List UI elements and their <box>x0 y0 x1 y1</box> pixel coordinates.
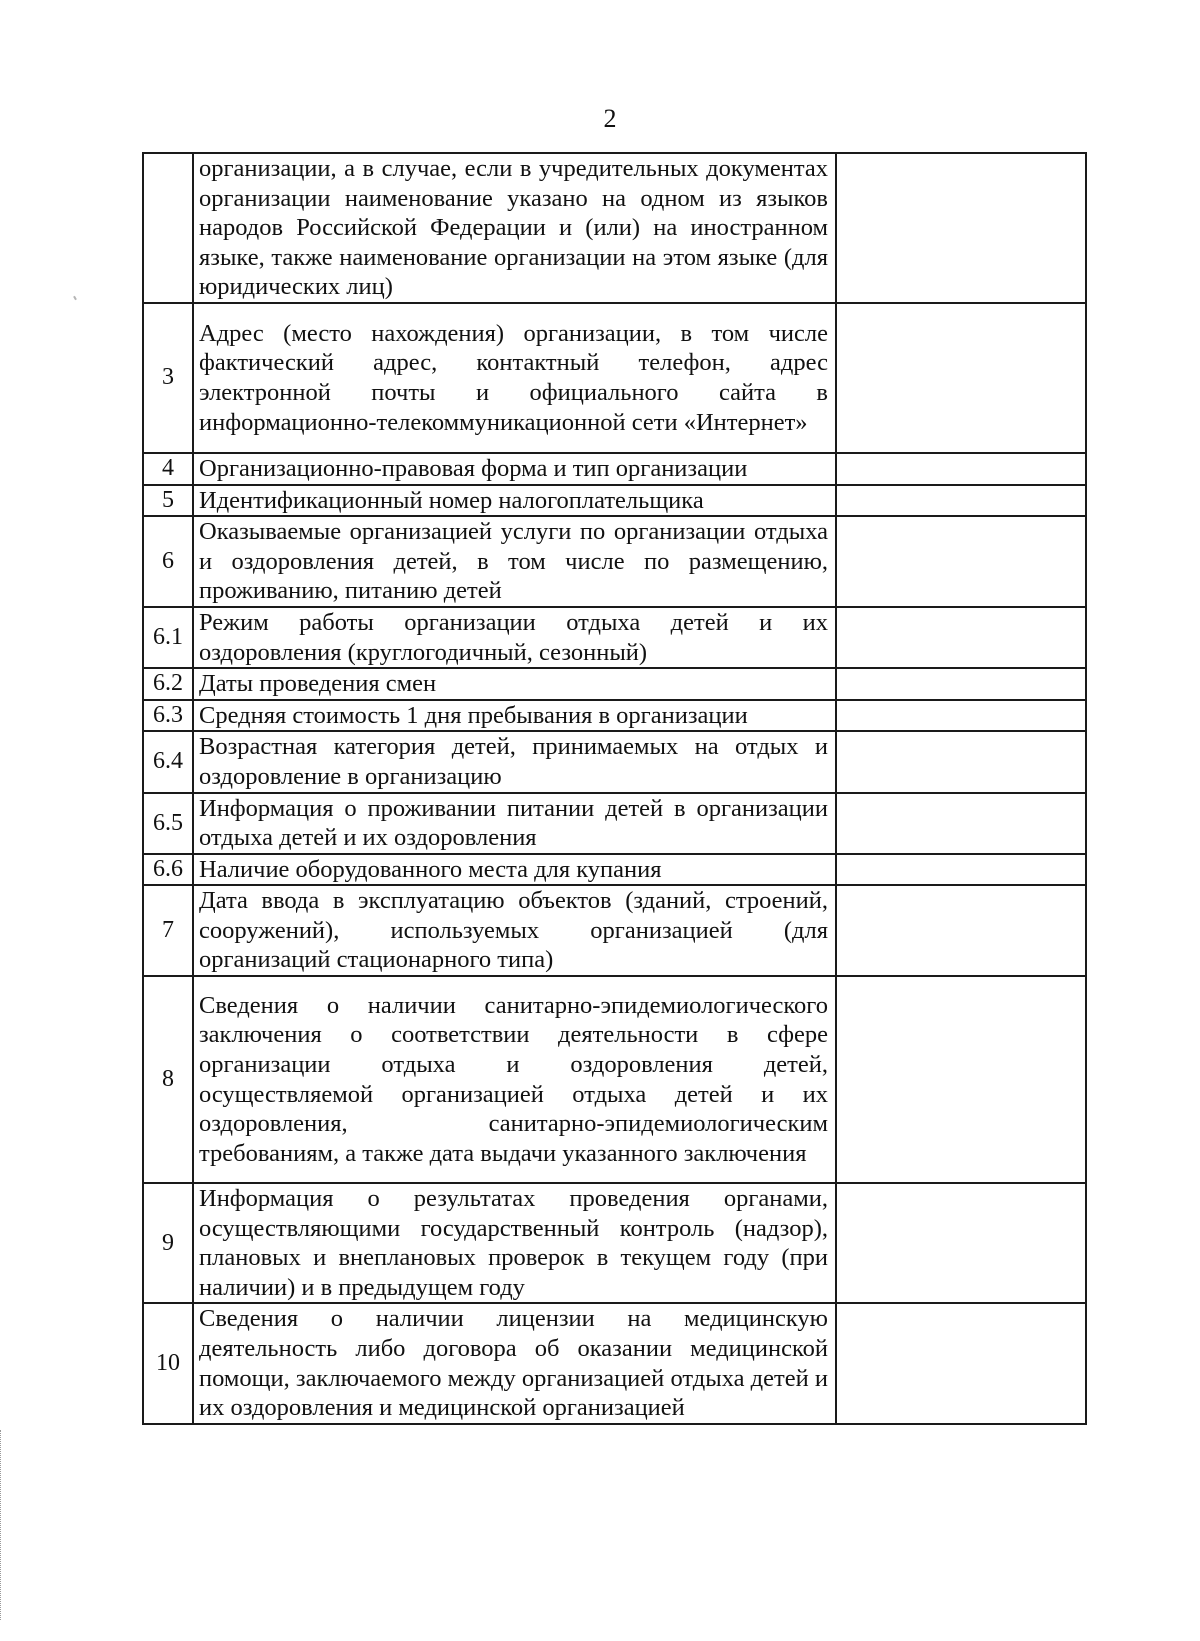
scan-edge-mark <box>0 1430 3 1620</box>
table-row <box>143 976 1086 1183</box>
table-row <box>143 303 1086 453</box>
row-description: Сведения о наличии санитарно-эпидемиологического заключения о соответствии деятельности в сфере организации отдыха и оздоровления детей, осуществляемой организацией отдыха детей и их оздоровления, санитарно-эпидемиологическим требованиям, а также дата выдачи указанного заключения <box>193 976 836 1183</box>
row-value-cell <box>836 153 1086 303</box>
table-row <box>143 668 1086 700</box>
row-description: Даты проведения смен <box>193 668 836 700</box>
page-number: 2 <box>603 104 617 133</box>
table-row <box>143 1303 1086 1423</box>
row-number: 6 <box>143 516 193 607</box>
table-row <box>143 885 1086 976</box>
row-value-cell <box>836 854 1086 886</box>
table-row <box>143 153 1086 303</box>
table-row <box>143 854 1086 886</box>
row-description: Режим работы организации отдыха детей и их оздоровления (круглогодичный, сезонный) <box>193 607 836 668</box>
table-row <box>143 1183 1086 1303</box>
row-value-cell <box>836 668 1086 700</box>
row-description: Возрастная категория детей, принимаемых на отдых и оздоровление в организацию <box>193 731 836 792</box>
scan-speck <box>73 296 77 300</box>
table-row <box>143 516 1086 607</box>
row-value-cell <box>836 1183 1086 1303</box>
table-row <box>143 731 1086 792</box>
row-number: 6.6 <box>143 854 193 886</box>
row-number: 3 <box>143 303 193 453</box>
row-description: Сведения о наличии лицензии на медицинскую деятельность либо договора об оказании медицинской помощи, заключаемого между организацией отдыха детей и их оздоровления и медицинской организацией <box>193 1303 836 1423</box>
table-row <box>143 453 1086 485</box>
row-description: Информация о проживании питании детей в организации отдыха детей и их оздоровления <box>193 793 836 854</box>
row-number: 8 <box>143 976 193 1183</box>
row-description: Средняя стоимость 1 дня пребывания в организации <box>193 700 836 732</box>
row-number: 9 <box>143 1183 193 1303</box>
row-number: 6.1 <box>143 607 193 668</box>
row-description: Информация о результатах проведения органами, осуществляющими государственный контроль (надзор), плановых и внеплановых проверок в текущем году (при наличии) и в предыдущем году <box>193 1183 836 1303</box>
row-description: Оказываемые организацией услуги по организации отдыха и оздоровления детей, в том числе по размещению, проживанию, питанию детей <box>193 516 836 607</box>
table-row <box>143 607 1086 668</box>
row-description: Дата ввода в эксплуатацию объектов (зданий, строений, сооружений), используемых организацией (для организаций стационарного типа) <box>193 885 836 976</box>
row-number: 7 <box>143 885 193 976</box>
row-value-cell <box>836 731 1086 792</box>
row-number: 10 <box>143 1303 193 1423</box>
table-row <box>143 700 1086 732</box>
row-description: Идентификационный номер налогоплательщика <box>193 485 836 517</box>
row-description: Организационно-правовая форма и тип организации <box>193 453 836 485</box>
row-description: организации, а в случае, если в учредительных документах организации наименование указано на одном из языков народов Российской Федерации и (или) на иностранном языке, также наименование организации на этом языке (для юридических лиц) <box>193 153 836 303</box>
row-description: Адрес (место нахождения) организации, в том числе фактический адрес, контактный телефон, адрес электронной почты и официального сайта в информационно-телекоммуникационной сети «Интернет» <box>193 303 836 453</box>
row-value-cell <box>836 303 1086 453</box>
row-number: 5 <box>143 485 193 517</box>
row-number: 6.2 <box>143 668 193 700</box>
row-value-cell <box>836 485 1086 517</box>
row-number: 6.5 <box>143 793 193 854</box>
row-number: 6.4 <box>143 731 193 792</box>
row-value-cell <box>836 793 1086 854</box>
row-value-cell <box>836 453 1086 485</box>
row-number: 6.3 <box>143 700 193 732</box>
row-value-cell <box>836 885 1086 976</box>
row-value-cell <box>836 1303 1086 1423</box>
table-row <box>143 485 1086 517</box>
row-value-cell <box>836 976 1086 1183</box>
row-description: Наличие оборудованного места для купания <box>193 854 836 886</box>
registry-table <box>142 152 1087 1425</box>
row-number <box>143 153 193 303</box>
row-number: 4 <box>143 453 193 485</box>
row-value-cell <box>836 607 1086 668</box>
table-row <box>143 793 1086 854</box>
row-value-cell <box>836 700 1086 732</box>
row-value-cell <box>836 516 1086 607</box>
